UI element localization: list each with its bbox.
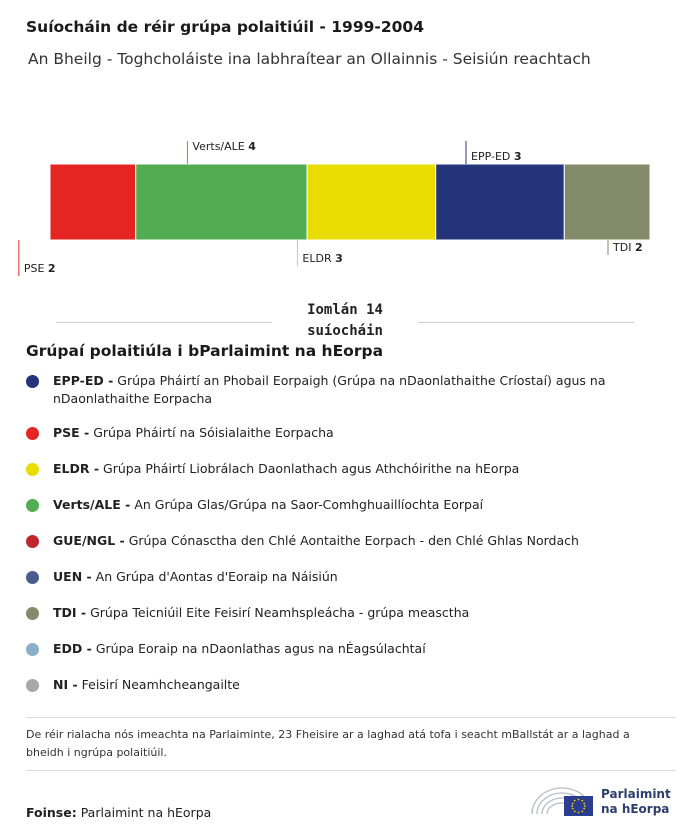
bar-segment-verts-ale <box>136 164 307 240</box>
legend-text: Grúpa Eoraip na nDaonlathas agus na nÉagsúlachtaí <box>91 641 426 656</box>
legend-text: Grúpa Cónasctha den Chlé Aontaithe Eorpach - den Chlé Ghlas Nordach <box>124 533 579 548</box>
legend-item <box>26 496 646 516</box>
legend-color-dot <box>26 571 39 584</box>
legend-color-dot <box>26 607 39 620</box>
source-credit <box>26 805 211 820</box>
legend-item <box>26 532 646 552</box>
footnote-divider-bottom <box>26 770 676 771</box>
logo-line1: Parlaimint <box>601 787 671 801</box>
legend-item <box>26 676 646 696</box>
logo-wordmark <box>601 787 671 817</box>
segment-label: EPP-ED 3 <box>471 150 522 163</box>
source-label: Foinse: <box>26 805 77 820</box>
legend-heading: Grúpaí polaitiúla i bParlaimint na hEorpa <box>26 342 384 360</box>
legend-text: Grúpa Pháirtí na Sóisialaithe Eorpacha <box>89 425 334 440</box>
legend-abbr: UEN - <box>53 569 92 584</box>
legend-text: Grúpa Pháirtí an Phobail Eorpaigh (Grúpa na nDaonlathaithe Críostaí) agus na nDaonlathaithe Eorpacha <box>53 373 606 406</box>
legend-abbr: Verts/ALE - <box>53 497 131 512</box>
legend-text: Grúpa Pháirtí Liobrálach Daonlathach agus Athchóirithe na hEorpa <box>99 461 520 476</box>
legend-item <box>26 372 646 408</box>
legend-color-dot <box>26 499 39 512</box>
legend-color-dot <box>26 679 39 692</box>
legend-color-dot <box>26 463 39 476</box>
segment-label: Verts/ALE 4 <box>192 140 256 153</box>
legend-abbr: TDI - <box>53 605 87 620</box>
chart-subtitle: An Bheilg - Toghcholáiste ina labhraítear an Ollainnis - Seisiún reachtach <box>28 50 591 68</box>
legend-text: Grúpa Teicniúil Eite Feisirí Neamhspleácha - grúpa measctha <box>86 605 470 620</box>
total-divider-right <box>418 322 634 323</box>
segment-label: ELDR 3 <box>302 252 343 265</box>
total-seats <box>272 300 418 342</box>
legend-abbr: GUE/NGL - <box>53 533 125 548</box>
legend-item <box>26 640 646 660</box>
legend-abbr: NI - <box>53 677 78 692</box>
legend-abbr: PSE - <box>53 425 90 440</box>
legend-abbr: EDD - <box>53 641 92 656</box>
legend-color-dot <box>26 427 39 440</box>
footnote-divider-top <box>26 717 676 718</box>
legend-item <box>26 460 646 480</box>
legend-color-dot <box>26 535 39 548</box>
logo-line2: na hEorpa <box>601 802 670 816</box>
legend-text: An Grúpa d'Aontas d'Eoraip na Náisiún <box>91 569 338 584</box>
segment-label: TDI 2 <box>613 241 643 254</box>
bar-segment-tdi <box>564 164 650 240</box>
legend-item <box>26 568 646 588</box>
parliament-hemicycle-icon <box>530 780 596 820</box>
bar-segment-eldr <box>307 164 436 240</box>
stacked-bar-chart <box>0 130 700 290</box>
chart-title: Suíocháin de réir grúpa polaitiúil - 1999-2004 <box>26 18 424 36</box>
legend-text: An Grúpa Glas/Grúpa na Saor-Comhghuaillíochta Eorpaí <box>130 497 484 512</box>
legend-color-dot <box>26 643 39 656</box>
bar-segment-pse <box>50 164 136 240</box>
legend-item <box>26 424 646 444</box>
legend-item <box>26 604 646 624</box>
segment-label: PSE 2 <box>23 262 56 275</box>
bar-segment-epp-ed <box>436 164 565 240</box>
legend-abbr: EPP-ED - <box>53 373 114 388</box>
total-divider-left <box>56 322 272 323</box>
footnote: De réir rialacha nós imeachta na Parlaiminte, 23 Fheisire ar a laghad atá tofa i seacht mBallstát ar a laghad a bheidh i ngrúpa polaitiúil. <box>26 728 630 759</box>
legend-text: Feisirí Neamhcheangailte <box>77 677 240 692</box>
total-seats-line1: Iomlán 14 <box>307 302 383 318</box>
source-text: Parlaimint na hEorpa <box>76 805 212 820</box>
european-parliament-logo <box>530 780 680 822</box>
legend-abbr: ELDR - <box>53 461 100 476</box>
legend-color-dot <box>26 375 39 388</box>
legend <box>26 372 646 712</box>
total-seats-line2: suíocháin <box>307 323 383 339</box>
